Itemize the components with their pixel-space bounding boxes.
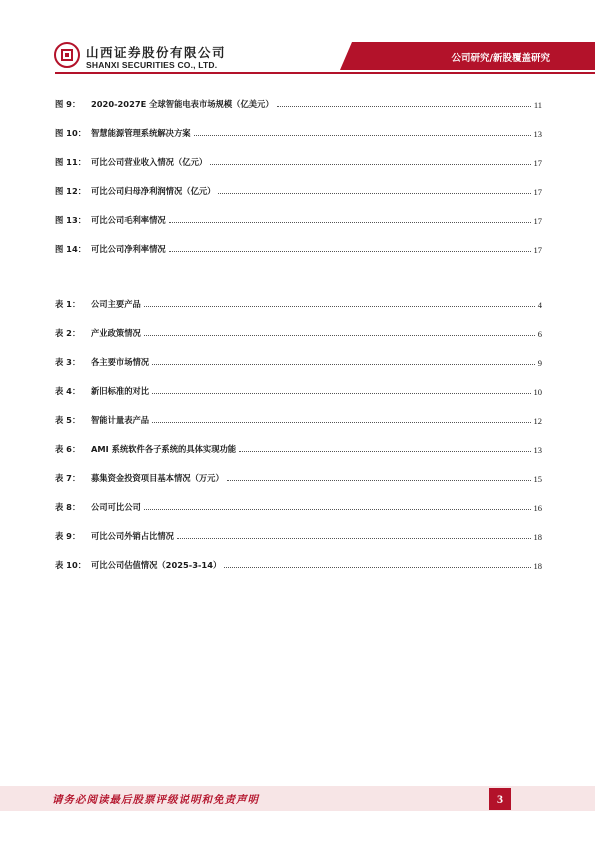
- disclaimer-notice: 请务必阅读最后股票评级说明和免责声明: [52, 794, 259, 806]
- toc-entry-figure[interactable]: [55, 154, 542, 168]
- toc-entry-figure[interactable]: [55, 96, 542, 110]
- section-tag: 公司研究/新股覆盖研究: [451, 53, 550, 64]
- toc-entry-title: 可比公司估值情况（2025-3-14）: [91, 560, 222, 570]
- toc-entry-table[interactable]: [55, 470, 542, 484]
- toc-leader-dots: [194, 134, 531, 136]
- toc-entry-table[interactable]: [55, 296, 542, 310]
- toc-entry-table[interactable]: [55, 354, 542, 368]
- toc-entry-number: 图 14：: [55, 244, 87, 254]
- toc-entry-number: 表 3：: [55, 357, 81, 367]
- toc-entry-number: 图 11：: [55, 157, 87, 167]
- toc-entry-number: 表 4：: [55, 386, 81, 396]
- toc-entry-number: 图 9：: [55, 99, 81, 109]
- toc-leader-dots: [239, 450, 530, 452]
- toc-leader-dots: [152, 392, 530, 394]
- toc-entry-page: 9: [537, 358, 542, 368]
- toc-entry-page: 17: [533, 216, 542, 226]
- toc-leader-dots: [210, 163, 530, 165]
- toc-entry-table[interactable]: [55, 412, 542, 426]
- toc-leader-dots: [277, 105, 531, 107]
- toc-entry-number: 表 8：: [55, 502, 81, 512]
- toc-entry-table[interactable]: [55, 528, 542, 542]
- toc-entry-number: 图 10：: [55, 128, 87, 138]
- toc-entry-title: 各主要市场情况: [91, 357, 150, 367]
- toc-leader-dots: [152, 363, 535, 365]
- toc-leader-dots: [177, 537, 531, 539]
- toc-leader-dots: [152, 421, 530, 423]
- toc-entry-title: 可比公司归母净利润情况（亿元）: [91, 186, 216, 196]
- toc-entry-title: 公司主要产品: [91, 299, 141, 309]
- toc-entry-page: 4: [537, 300, 542, 310]
- toc-entry-page: 6: [537, 329, 542, 339]
- toc-entry-page: 15: [533, 474, 542, 484]
- toc-entry-title: 新旧标准的对比: [91, 386, 150, 396]
- toc-leader-dots: [218, 192, 530, 194]
- toc-entry-number: 表 1：: [55, 299, 81, 309]
- toc-entry-page: 17: [533, 158, 542, 168]
- toc-entry-page: 18: [533, 532, 542, 542]
- toc-entry-number: 表 6：: [55, 444, 81, 454]
- toc-entry-number: 表 9：: [55, 531, 81, 541]
- toc-entry-title: 可比公司净利率情况: [91, 244, 166, 254]
- toc-entry-number: 表 5：: [55, 415, 81, 425]
- toc-entry-figure[interactable]: [55, 125, 542, 139]
- toc-entry-title: 公司可比公司: [91, 502, 141, 512]
- toc-entry-number: 表 7：: [55, 473, 81, 483]
- toc-entry-figure[interactable]: [55, 183, 542, 197]
- toc-entry-title: 可比公司毛利率情况: [91, 215, 166, 225]
- toc-entry-title: 2020-2027E 全球智能电表市场规模（亿美元）: [91, 99, 274, 109]
- page-header: [0, 0, 595, 78]
- toc-entry-page: 12: [533, 416, 542, 426]
- company-name-cn: 山西证券股份有限公司: [86, 45, 227, 60]
- toc-entry-number: 表 2：: [55, 328, 81, 338]
- toc-entry-page: 17: [533, 187, 542, 197]
- toc-leader-dots: [144, 334, 535, 336]
- toc-entry-table[interactable]: [55, 557, 542, 571]
- toc-leader-dots: [169, 250, 531, 252]
- company-name-en: SHANXI SECURITIES CO., LTD.: [86, 60, 218, 70]
- company-logo-icon: [54, 42, 80, 68]
- toc-entry-page: 11: [533, 100, 542, 110]
- toc-entry-number: 图 13：: [55, 215, 87, 225]
- toc-entry-title: 智能计量表产品: [91, 415, 150, 425]
- toc-entry-title: 可比公司营业收入情况（亿元）: [91, 157, 208, 167]
- toc-entry-title: 智慧能源管理系统解决方案: [91, 128, 191, 138]
- toc-entry-number: 图 12：: [55, 186, 87, 196]
- toc-entry-page: 17: [533, 245, 542, 255]
- toc-entry-number: 表 10：: [55, 560, 87, 570]
- toc-entry-page: 18: [533, 561, 542, 571]
- toc-entry-page: 16: [533, 503, 542, 513]
- toc-entry-table[interactable]: [55, 325, 542, 339]
- toc-leader-dots: [144, 305, 535, 307]
- toc-entry-title: 可比公司外销占比情况: [91, 531, 174, 541]
- toc-leader-dots: [169, 221, 531, 223]
- toc-entry-figure[interactable]: [55, 241, 542, 255]
- toc-leader-dots: [224, 566, 530, 568]
- toc-entry-page: 13: [533, 129, 542, 139]
- toc-leader-dots: [227, 479, 531, 481]
- toc-entry-title: 募集资金投资项目基本情况（万元）: [91, 473, 224, 483]
- toc-entry-table[interactable]: [55, 441, 542, 455]
- toc-entry-title: AMI 系统软件各子系统的具体实现功能: [91, 444, 237, 454]
- page-number: 3: [489, 788, 511, 810]
- toc-entry-page: 13: [533, 445, 542, 455]
- toc-leader-dots: [144, 508, 531, 510]
- toc-entry-table[interactable]: [55, 383, 542, 397]
- toc-entry-page: 10: [533, 387, 542, 397]
- toc-entry-table[interactable]: [55, 499, 542, 513]
- toc-entry-figure[interactable]: [55, 212, 542, 226]
- header-divider: [55, 72, 595, 74]
- toc-entry-title: 产业政策情况: [91, 328, 141, 338]
